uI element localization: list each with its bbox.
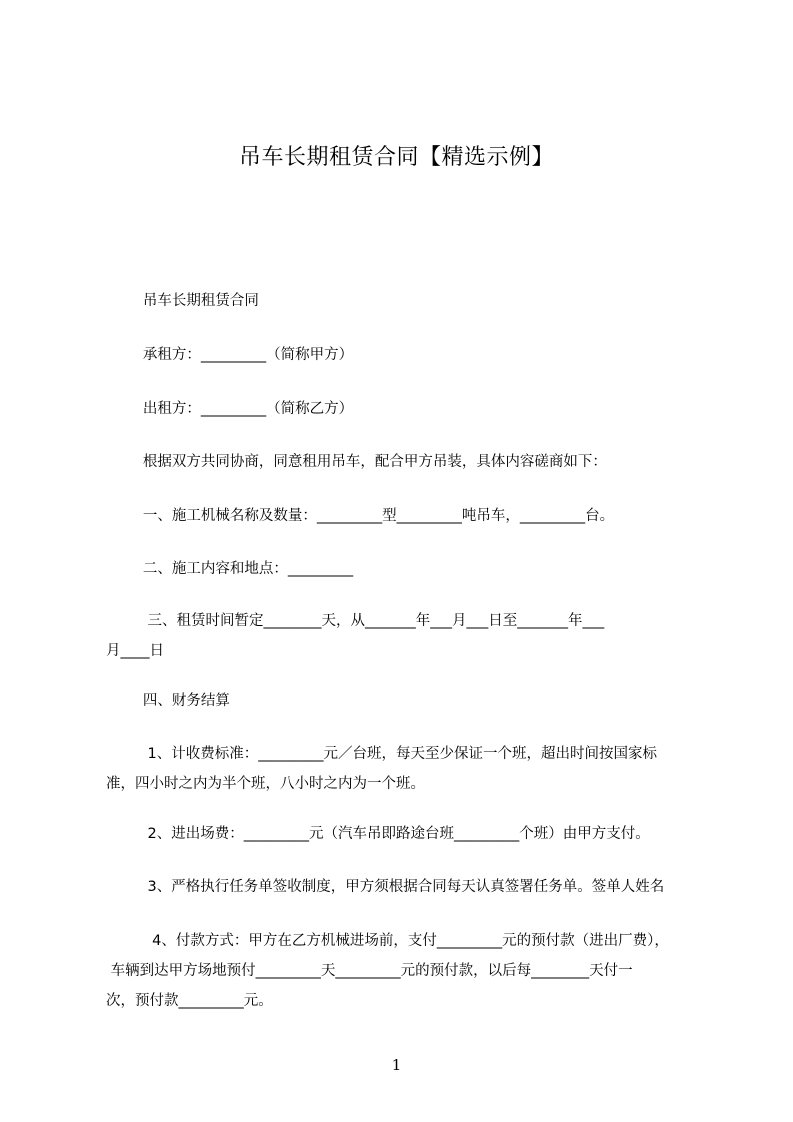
paragraph-task-order: 3、严格执行任务单签收制度，甲方须根据合同每天认真签署任务单。签单人姓名	[106, 879, 665, 895]
page-number: 1	[391, 1056, 402, 1074]
paragraph-lessor: 出租方：_________（简称乙方）	[106, 401, 354, 417]
paragraph-financial-heading: 四、财务结算	[106, 693, 230, 709]
paragraph-preamble: 根据双方共同协商，同意租用吊车，配合甲方吊装，具体内容磋商如下：	[106, 454, 607, 470]
paragraph-lease-period: 三、租赁时间暂定________天，从_______年___月___日至_______年___ 月____日	[106, 613, 605, 659]
paragraph-contract-heading: 吊车长期租赁合同	[106, 293, 259, 309]
paragraph-payment-method: 4、付款方式：甲方在乙方机械进场前，支付_________元的预付款（进出厂费）， 车辆到达甲方场地预付_________天_________元的预付款，以后每________天付一 次，预付款_________元。	[106, 933, 669, 1009]
document-title: 吊车长期租赁合同【精选示例】	[238, 145, 554, 170]
paragraph-entry-exit-fee: 2、进出场费：_________元（汽车吊即路途台班_________个班）由甲方支付。	[106, 826, 650, 842]
paragraph-fee-standard: 1、计收费标准：_________元／台班，每天至少保证一个班，超出时间按国家标 准，四小时之内为半个班，八小时之内为一个班。	[106, 746, 657, 792]
paragraph-lessee: 承租方：_________（简称甲方）	[106, 347, 354, 363]
paragraph-work-location: 二、施工内容和地点：_________	[106, 561, 354, 577]
paragraph-machinery: 一、施工机械名称及数量：_________型_________吨吊车，_________台。	[106, 508, 615, 524]
